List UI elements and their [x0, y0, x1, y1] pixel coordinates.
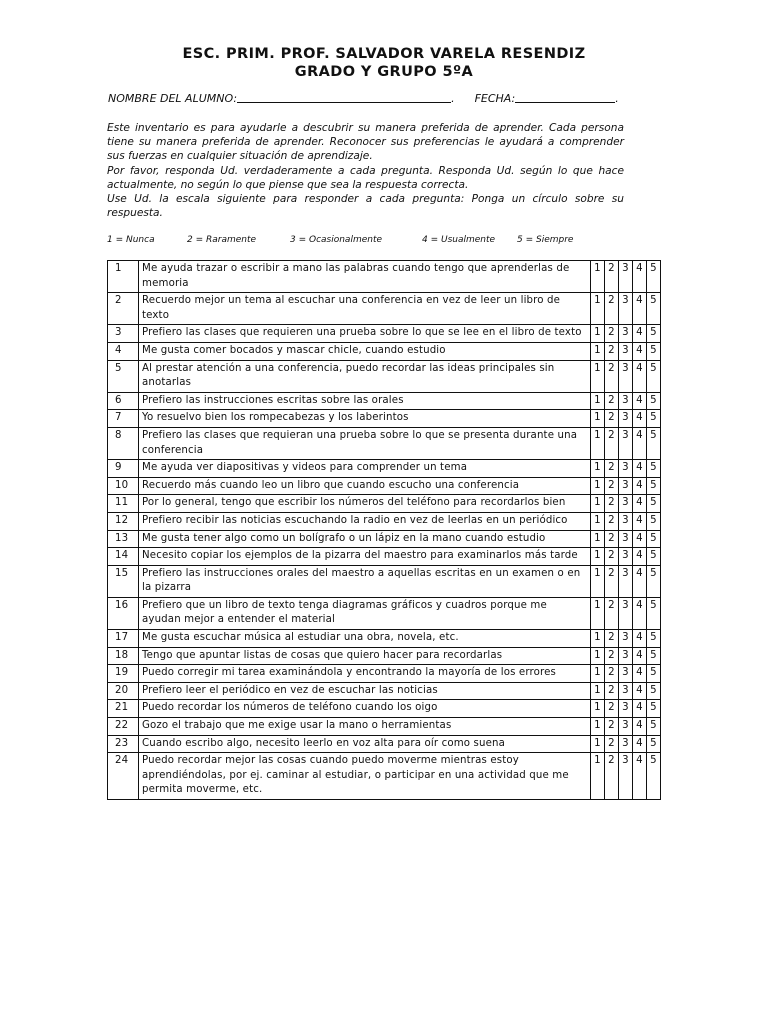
answer-option-2[interactable]: 2 [605, 293, 619, 325]
answer-option-3[interactable]: 3 [619, 342, 633, 360]
answer-option-4[interactable]: 4 [633, 718, 647, 736]
answer-option-2[interactable]: 2 [605, 460, 619, 478]
answer-option-4[interactable]: 4 [633, 342, 647, 360]
answer-option-1[interactable]: 1 [591, 753, 605, 800]
answer-option-2[interactable]: 2 [605, 548, 619, 566]
answer-option-3[interactable]: 3 [619, 392, 633, 410]
question-row [108, 630, 661, 648]
instructions-paragraph: Use Ud. la escala siguiente para responder a cada pregunta: Ponga un círculo sobre su respuesta. [107, 193, 624, 220]
question-row [108, 647, 661, 665]
answer-option-2[interactable]: 2 [605, 410, 619, 428]
question-text: Prefiero que un libro de texto tenga diagramas gráficos y cuadros porque me ayudan mejor a entender el material [139, 597, 591, 629]
question-row [108, 530, 661, 548]
answer-option-1[interactable]: 1 [591, 325, 605, 343]
question-row [108, 597, 661, 629]
answer-option-1[interactable]: 1 [591, 665, 605, 683]
answer-option-2[interactable]: 2 [605, 427, 619, 459]
question-row [108, 495, 661, 513]
answer-option-3[interactable]: 3 [619, 565, 633, 597]
answer-option-1[interactable]: 1 [591, 512, 605, 530]
question-number: 7 [108, 410, 139, 428]
question-number: 13 [108, 530, 139, 548]
scale-item: 5 = Siempre [517, 235, 574, 245]
answer-option-4[interactable]: 4 [633, 565, 647, 597]
answer-option-3[interactable]: 3 [619, 718, 633, 736]
answer-option-3[interactable]: 3 [619, 360, 633, 392]
answer-option-1[interactable]: 1 [591, 410, 605, 428]
answer-option-2[interactable]: 2 [605, 512, 619, 530]
grade-title: GRADO Y GRUPO 5ºA [294, 64, 474, 80]
answer-option-2[interactable]: 2 [605, 700, 619, 718]
instructions-paragraph: Por favor, responda Ud. verdaderamente a cada pregunta. Responda Ud. según lo que hace actualmente, no según lo que piense que sea la respuesta correcta. [107, 164, 624, 191]
answer-option-4[interactable]: 4 [633, 665, 647, 683]
question-row [108, 325, 661, 343]
instructions [107, 121, 624, 220]
answer-option-3[interactable]: 3 [619, 325, 633, 343]
answer-option-2[interactable]: 2 [605, 325, 619, 343]
answer-option-4[interactable]: 4 [633, 360, 647, 392]
question-number: 21 [108, 700, 139, 718]
answer-option-3[interactable]: 3 [619, 460, 633, 478]
question-text: Puedo recordar mejor las cosas cuando puedo moverme mientras estoy aprendiéndolas, por ej. caminar al estudiar, o participar en una actividad que me permita moverme, etc. [139, 753, 591, 800]
question-text: Prefiero leer el periódico en vez de escuchar las noticias [139, 682, 591, 700]
question-text: Yo resuelvo bien los rompecabezas y los laberintos [139, 410, 591, 428]
answer-option-4[interactable]: 4 [633, 427, 647, 459]
answer-option-3[interactable]: 3 [619, 647, 633, 665]
question-row [108, 460, 661, 478]
answer-option-2[interactable]: 2 [605, 735, 619, 753]
question-number: 19 [108, 665, 139, 683]
question-row [108, 665, 661, 683]
date-line [515, 92, 615, 103]
question-row [108, 718, 661, 736]
scale-item: 3 = Ocasionalmente [290, 235, 383, 245]
question-row [108, 410, 661, 428]
answer-option-2[interactable]: 2 [605, 597, 619, 629]
answer-option-5[interactable]: 5 [647, 597, 661, 629]
question-number: 22 [108, 718, 139, 736]
answer-option-4[interactable]: 4 [633, 700, 647, 718]
question-row [108, 261, 661, 293]
answer-option-5[interactable]: 5 [647, 325, 661, 343]
answer-option-5[interactable]: 5 [647, 530, 661, 548]
question-text: Prefiero las clases que requieren una prueba sobre lo que se lee en el libro de texto [139, 325, 591, 343]
question-text: Me gusta comer bocados y mascar chicle, cuando estudio [139, 342, 591, 360]
question-number: 15 [108, 565, 139, 597]
answer-option-1[interactable]: 1 [591, 718, 605, 736]
answer-option-4[interactable]: 4 [633, 512, 647, 530]
question-text: Puedo recordar los números de teléfono cuando los oigo [139, 700, 591, 718]
answer-option-5[interactable]: 5 [647, 630, 661, 648]
answer-option-4[interactable]: 4 [633, 735, 647, 753]
answer-option-1[interactable]: 1 [591, 647, 605, 665]
answer-option-5[interactable]: 5 [647, 700, 661, 718]
question-text: Recuerdo mejor un tema al escuchar una conferencia en vez de leer un libro de texto [139, 293, 591, 325]
question-number: 14 [108, 548, 139, 566]
question-text: Prefiero recibir las noticias escuchando la radio en vez de leerlas en un periódico [139, 512, 591, 530]
answer-option-5[interactable]: 5 [647, 293, 661, 325]
answer-option-4[interactable]: 4 [633, 530, 647, 548]
answer-option-3[interactable]: 3 [619, 495, 633, 513]
question-row [108, 700, 661, 718]
answer-option-4[interactable]: 4 [633, 647, 647, 665]
answer-option-5[interactable]: 5 [647, 410, 661, 428]
question-number: 20 [108, 682, 139, 700]
answer-option-5[interactable]: 5 [647, 718, 661, 736]
answer-option-3[interactable]: 3 [619, 261, 633, 293]
question-number: 6 [108, 392, 139, 410]
question-row [108, 548, 661, 566]
question-text: Tengo que apuntar listas de cosas que quiero hacer para recordarlas [139, 647, 591, 665]
question-text: Al prestar atención a una conferencia, puedo recordar las ideas principales sin anotarlas [139, 360, 591, 392]
answer-option-4[interactable]: 4 [633, 548, 647, 566]
question-number: 4 [108, 342, 139, 360]
answer-option-3[interactable]: 3 [619, 427, 633, 459]
question-number: 2 [108, 293, 139, 325]
scale-legend [107, 235, 627, 245]
answer-option-2[interactable]: 2 [605, 565, 619, 597]
answer-option-1[interactable]: 1 [591, 342, 605, 360]
answer-option-1[interactable]: 1 [591, 630, 605, 648]
question-text: Puedo corregir mi tarea examinándola y encontrando la mayoría de los errores [139, 665, 591, 683]
question-number: 5 [108, 360, 139, 392]
question-row [108, 293, 661, 325]
answer-option-2[interactable]: 2 [605, 647, 619, 665]
answer-option-2[interactable]: 2 [605, 477, 619, 495]
answer-option-4[interactable]: 4 [633, 410, 647, 428]
answer-option-1[interactable]: 1 [591, 360, 605, 392]
answer-option-3[interactable]: 3 [619, 530, 633, 548]
answer-option-1[interactable]: 1 [591, 392, 605, 410]
answer-option-5[interactable]: 5 [647, 261, 661, 293]
question-number: 1 [108, 261, 139, 293]
answer-option-1[interactable]: 1 [591, 460, 605, 478]
answer-option-1[interactable]: 1 [591, 682, 605, 700]
answer-option-1[interactable]: 1 [591, 548, 605, 566]
date-label: FECHA: [474, 92, 516, 105]
answer-option-4[interactable]: 4 [633, 630, 647, 648]
answer-option-2[interactable]: 2 [605, 718, 619, 736]
question-row [108, 477, 661, 495]
answer-option-3[interactable]: 3 [619, 293, 633, 325]
answer-option-4[interactable]: 4 [633, 293, 647, 325]
answer-option-1[interactable]: 1 [591, 495, 605, 513]
answer-option-1[interactable]: 1 [591, 700, 605, 718]
answer-option-2[interactable]: 2 [605, 392, 619, 410]
instructions-paragraph: Este inventario es para ayudarle a descubrir su manera preferida de aprender. Cada persona tiene su manera preferida de aprender. Reconocer sus preferencias le ayudará a comprender sus fuerzas en cualquier situación de aprendizaje. [107, 122, 624, 163]
question-number: 11 [108, 495, 139, 513]
question-row [108, 512, 661, 530]
answer-option-2[interactable]: 2 [605, 753, 619, 800]
answer-option-5[interactable]: 5 [647, 565, 661, 597]
question-number: 16 [108, 597, 139, 629]
answer-option-3[interactable]: 3 [619, 512, 633, 530]
answer-option-1[interactable]: 1 [591, 477, 605, 495]
question-number: 10 [108, 477, 139, 495]
question-text: Prefiero las instrucciones escritas sobre las orales [139, 392, 591, 410]
answer-option-3[interactable]: 3 [619, 665, 633, 683]
answer-option-2[interactable]: 2 [605, 530, 619, 548]
answer-option-2[interactable]: 2 [605, 495, 619, 513]
question-text: Me gusta tener algo como un bolígrafo o un lápiz en la mano cuando estudio [139, 530, 591, 548]
question-text: Prefiero las clases que requieran una prueba sobre lo que se presenta durante una conferencia [139, 427, 591, 459]
answer-option-4[interactable]: 4 [633, 325, 647, 343]
question-row [108, 682, 661, 700]
answer-option-3[interactable]: 3 [619, 410, 633, 428]
question-number: 8 [108, 427, 139, 459]
question-row [108, 735, 661, 753]
question-row [108, 427, 661, 459]
question-number: 12 [108, 512, 139, 530]
question-number: 24 [108, 753, 139, 800]
answer-option-3[interactable]: 3 [619, 597, 633, 629]
answer-option-3[interactable]: 3 [619, 630, 633, 648]
question-number: 17 [108, 630, 139, 648]
answer-option-3[interactable]: 3 [619, 548, 633, 566]
answer-option-2[interactable]: 2 [605, 630, 619, 648]
question-number: 18 [108, 647, 139, 665]
answer-option-2[interactable]: 2 [605, 342, 619, 360]
scale-item: 1 = Nunca [107, 235, 155, 245]
answer-option-4[interactable]: 4 [633, 495, 647, 513]
answer-option-5[interactable]: 5 [647, 460, 661, 478]
answer-option-3[interactable]: 3 [619, 477, 633, 495]
answer-option-2[interactable]: 2 [605, 665, 619, 683]
questionnaire-table [107, 260, 661, 800]
answer-option-4[interactable]: 4 [633, 597, 647, 629]
answer-option-4[interactable]: 4 [633, 682, 647, 700]
question-row [108, 392, 661, 410]
answer-option-1[interactable]: 1 [591, 597, 605, 629]
student-name-line [237, 92, 451, 103]
answer-option-2[interactable]: 2 [605, 261, 619, 293]
question-text: Gozo el trabajo que me exige usar la mano o herramientas [139, 718, 591, 736]
question-number: 3 [108, 325, 139, 343]
answer-option-5[interactable]: 5 [647, 392, 661, 410]
question-row [108, 565, 661, 597]
question-row [108, 342, 661, 360]
answer-option-1[interactable]: 1 [591, 565, 605, 597]
answer-option-1[interactable]: 1 [591, 261, 605, 293]
question-text: Me ayuda ver diapositivas y videos para comprender un tema [139, 460, 591, 478]
answer-option-5[interactable]: 5 [647, 427, 661, 459]
student-fields: NOMBRE DEL ALUMNO: . FECHA: . [108, 92, 619, 105]
question-row [108, 753, 661, 800]
answer-option-3[interactable]: 3 [619, 753, 633, 800]
answer-option-5[interactable]: 5 [647, 647, 661, 665]
answer-option-3[interactable]: 3 [619, 735, 633, 753]
answer-option-5[interactable]: 5 [647, 735, 661, 753]
answer-option-1[interactable]: 1 [591, 293, 605, 325]
question-number: 9 [108, 460, 139, 478]
answer-option-3[interactable]: 3 [619, 682, 633, 700]
answer-option-4[interactable]: 4 [633, 477, 647, 495]
question-text: Me ayuda trazar o escribir a mano las palabras cuando tengo que aprenderlas de memoria [139, 261, 591, 293]
question-text: Recuerdo más cuando leo un libro que cuando escucho una conferencia [139, 477, 591, 495]
scale-item: 2 = Raramente [187, 235, 257, 245]
answer-option-5[interactable]: 5 [647, 665, 661, 683]
answer-option-4[interactable]: 4 [633, 460, 647, 478]
answer-option-5[interactable]: 5 [647, 753, 661, 800]
answer-option-5[interactable]: 5 [647, 360, 661, 392]
answer-option-5[interactable]: 5 [647, 548, 661, 566]
question-row [108, 360, 661, 392]
answer-option-5[interactable]: 5 [647, 512, 661, 530]
school-title: ESC. PRIM. PROF. SALVADOR VARELA RESENDIZ [182, 46, 586, 62]
question-text: Cuando escribo algo, necesito leerlo en voz alta para oír como suena [139, 735, 591, 753]
answer-option-2[interactable]: 2 [605, 360, 619, 392]
question-number: 23 [108, 735, 139, 753]
question-text: Prefiero las instrucciones orales del maestro a aquellas escritas en un examen o en la pizarra [139, 565, 591, 597]
answer-option-5[interactable]: 5 [647, 477, 661, 495]
question-text: Por lo general, tengo que escribir los números del teléfono para recordarlos bien [139, 495, 591, 513]
answer-option-5[interactable]: 5 [647, 495, 661, 513]
question-text: Me gusta escuchar música al estudiar una obra, novela, etc. [139, 630, 591, 648]
answer-option-2[interactable]: 2 [605, 682, 619, 700]
student-name-label: NOMBRE DEL ALUMNO: [108, 92, 238, 105]
answer-option-5[interactable]: 5 [647, 682, 661, 700]
question-text: Necesito copiar los ejemplos de la pizarra del maestro para examinarlos más tarde [139, 548, 591, 566]
answer-option-5[interactable]: 5 [647, 342, 661, 360]
answer-option-1[interactable]: 1 [591, 427, 605, 459]
answer-option-4[interactable]: 4 [633, 261, 647, 293]
answer-option-1[interactable]: 1 [591, 530, 605, 548]
answer-option-4[interactable]: 4 [633, 753, 647, 800]
answer-option-4[interactable]: 4 [633, 392, 647, 410]
answer-option-1[interactable]: 1 [591, 735, 605, 753]
scale-item: 4 = Usualmente [422, 235, 496, 245]
answer-option-3[interactable]: 3 [619, 700, 633, 718]
